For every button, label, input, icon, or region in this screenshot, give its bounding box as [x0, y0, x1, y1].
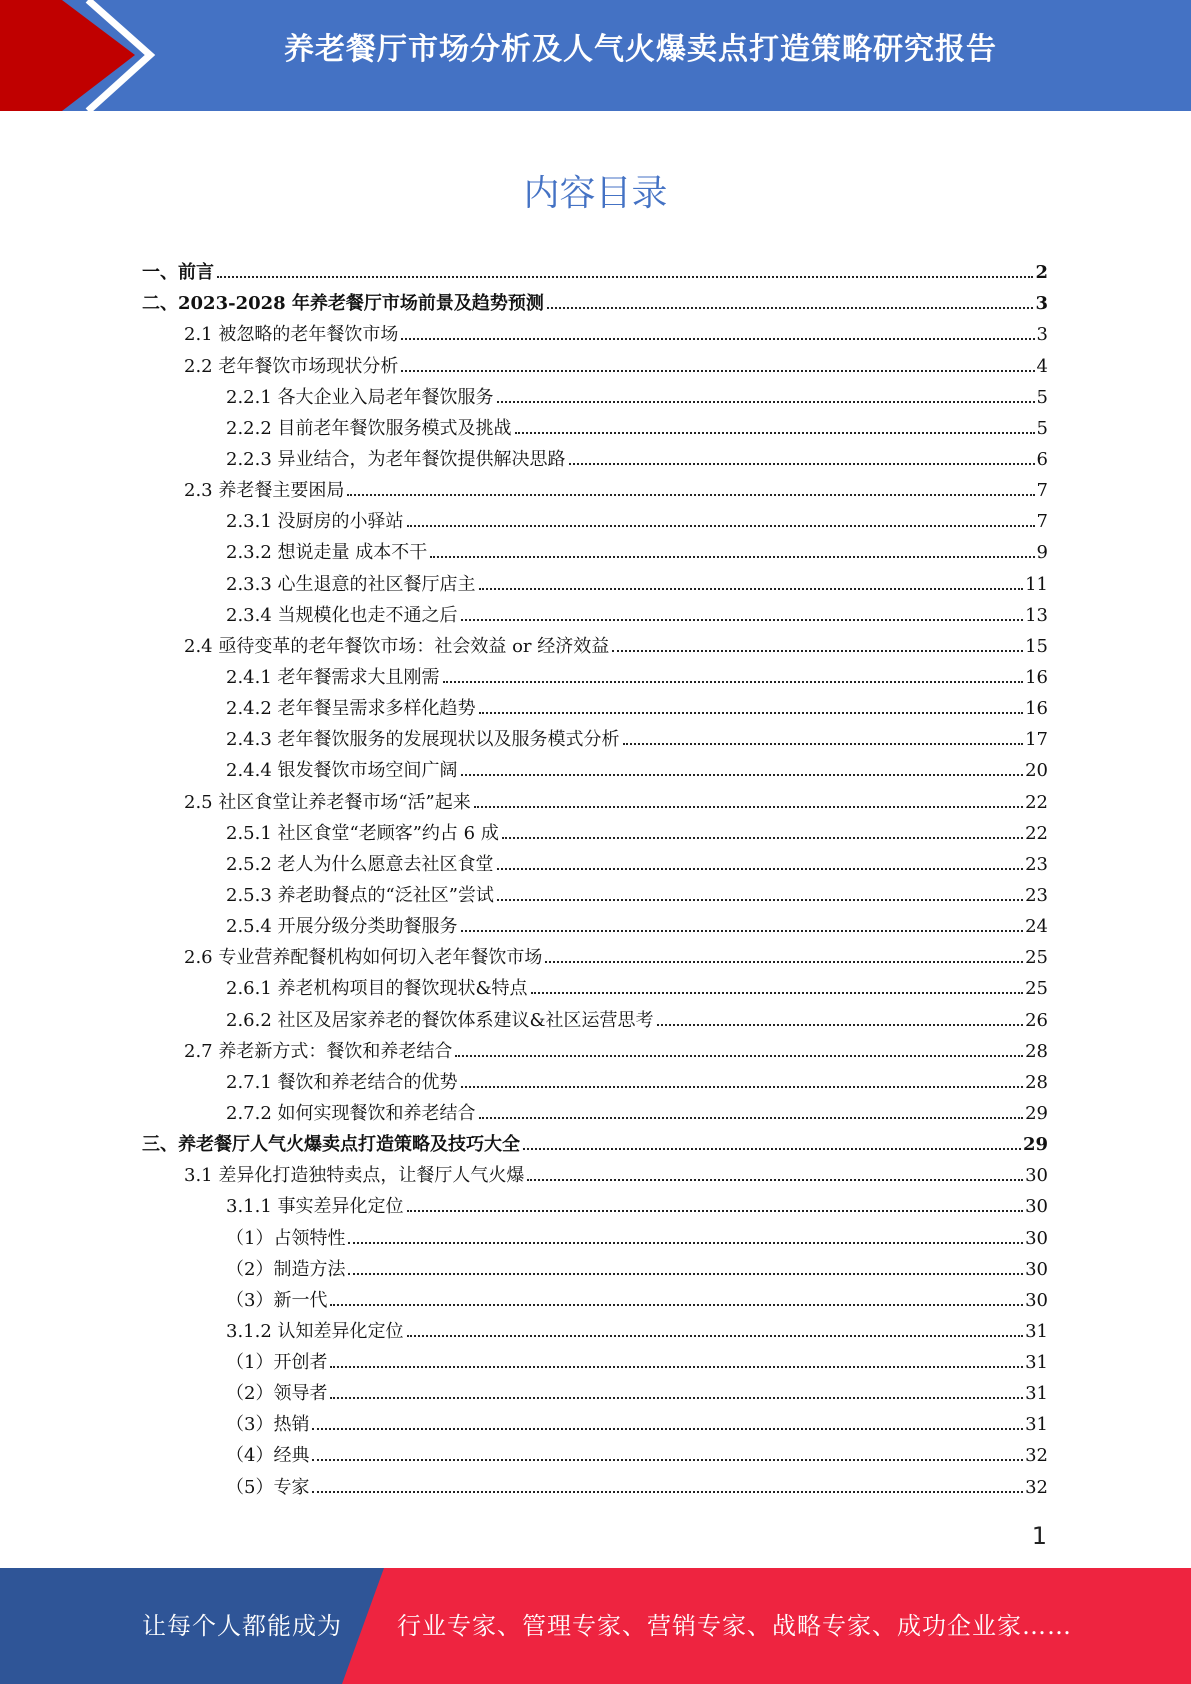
- toc-entry[interactable]: [142, 346, 1048, 377]
- toc-dot-leader: [348, 1242, 1023, 1244]
- toc-dot-leader: [461, 774, 1024, 776]
- toc-dot-leader: [531, 992, 1024, 994]
- toc-entry[interactable]: [142, 1250, 1048, 1281]
- toc-entry-page: 30: [1025, 1289, 1048, 1311]
- toc-dot-leader: [612, 650, 1023, 652]
- toc-entry-label: 2.7 养老新方式：餐饮和养老结合: [184, 1040, 453, 1062]
- toc-dot-leader: [401, 370, 1034, 372]
- toc-entry-page: 23: [1025, 853, 1048, 875]
- toc-entry-label: 2.3 养老餐主要困局: [184, 480, 345, 502]
- header-title: 养老餐厅市场分析及人气火爆卖点打造策略研究报告: [284, 32, 997, 67]
- toc-entry-label: （5）专家: [226, 1476, 310, 1498]
- toc-entry[interactable]: [142, 1281, 1048, 1312]
- toc-entry-label: 2.2.1 各大企业入局老年餐饮服务: [226, 386, 494, 408]
- toc-entry-page: 31: [1025, 1320, 1048, 1342]
- toc-dot-leader: [474, 806, 1023, 808]
- toc-entry[interactable]: [142, 471, 1048, 502]
- toc-entry-page: 30: [1025, 1227, 1048, 1249]
- toc-entry-page: 29: [1025, 1102, 1048, 1124]
- toc-entry-page: 4: [1036, 355, 1048, 377]
- toc-entry[interactable]: [142, 627, 1048, 658]
- toc-entry-page: 31: [1025, 1383, 1048, 1405]
- toc-dot-leader: [330, 1366, 1023, 1368]
- toc-entry-page: 7: [1036, 480, 1048, 502]
- toc-entry-page: 32: [1025, 1476, 1048, 1498]
- toc-dot-leader: [623, 743, 1024, 745]
- toc-entry[interactable]: [142, 782, 1048, 813]
- toc-dot-leader: [547, 307, 1034, 309]
- toc-entry-label: 2.6.2 社区及居家养老的餐饮体系建议&社区运营思考: [226, 1009, 654, 1031]
- toc-entry-page: 5: [1036, 417, 1048, 439]
- toc-entry-page: 15: [1025, 635, 1048, 657]
- table-of-contents: [142, 253, 1048, 1499]
- toc-entry[interactable]: [142, 284, 1048, 315]
- toc-entry-page: 30: [1025, 1165, 1048, 1187]
- toc-entry[interactable]: [142, 1125, 1048, 1156]
- toc-entry-label: 2.4.3 老年餐饮服务的发展现状以及服务模式分析: [226, 729, 620, 751]
- toc-entry[interactable]: [142, 378, 1048, 409]
- toc-entry-label: 一、前言: [142, 262, 214, 284]
- toc-dot-leader: [455, 1055, 1023, 1057]
- toc-entry-page: 25: [1025, 978, 1048, 1000]
- toc-dot-leader: [312, 1428, 1023, 1430]
- toc-entry-page: 30: [1025, 1258, 1048, 1280]
- toc-entry[interactable]: [142, 938, 1048, 969]
- toc-entry[interactable]: [142, 409, 1048, 440]
- toc-entry-label: 2.5.2 老人为什么愿意去社区食堂: [226, 853, 494, 875]
- toc-entry-label: 2.4.2 老年餐呈需求多样化趋势: [226, 698, 476, 720]
- toc-entry-label: （2）制造方法: [226, 1258, 346, 1280]
- toc-entry[interactable]: [142, 689, 1048, 720]
- toc-entry[interactable]: [142, 1032, 1048, 1063]
- toc-entry[interactable]: [142, 907, 1048, 938]
- toc-dot-leader: [569, 463, 1035, 465]
- toc-entry-label: 2.4.4 银发餐饮市场空间广阔: [226, 760, 458, 782]
- toc-entry-label: 2.5.4 开展分级分类助餐服务: [226, 916, 458, 938]
- toc-dot-leader: [347, 494, 1034, 496]
- toc-dot-leader: [407, 525, 1035, 527]
- toc-entry-label: 2.3.3 心生退意的社区餐厅店主: [226, 573, 476, 595]
- toc-entry[interactable]: [142, 876, 1048, 907]
- toc-entry-page: 24: [1025, 916, 1048, 938]
- toc-dot-leader: [497, 401, 1035, 403]
- toc-entry-page: 28: [1025, 1071, 1048, 1093]
- toc-entry[interactable]: [142, 533, 1048, 564]
- toc-entry-page: 13: [1025, 604, 1048, 626]
- toc-entry[interactable]: [142, 1436, 1048, 1467]
- toc-dot-leader: [497, 899, 1023, 901]
- toc-entry-label: （1）占领特性: [226, 1227, 346, 1249]
- page-number: 1: [1031, 1522, 1047, 1550]
- toc-entry[interactable]: [142, 845, 1048, 876]
- toc-entry[interactable]: [142, 658, 1048, 689]
- toc-dot-leader: [502, 837, 1023, 839]
- toc-dot-leader: [330, 1397, 1023, 1399]
- toc-entry-page: 11: [1025, 573, 1048, 595]
- toc-entry-page: 7: [1036, 511, 1048, 533]
- toc-dot-leader: [461, 619, 1024, 621]
- toc-entry-page: 2: [1035, 262, 1048, 284]
- toc-entry-label: 2.4 亟待变革的老年餐饮市场：社会效益 or 经济效益: [184, 635, 610, 657]
- toc-dot-leader: [461, 1086, 1024, 1088]
- toc-entry[interactable]: [142, 1312, 1048, 1343]
- toc-dot-leader: [527, 1179, 1023, 1181]
- toc-entry[interactable]: [142, 969, 1048, 1000]
- header-red-chevron: [0, 0, 135, 111]
- toc-entry-page: 17: [1025, 729, 1048, 751]
- toc-entry-label: 2.2.3 异业结合，为老年餐饮提供解决思路: [226, 448, 566, 470]
- toc-dot-leader: [657, 1024, 1024, 1026]
- toc-dot-leader: [461, 930, 1024, 932]
- toc-entry-page: 30: [1025, 1196, 1048, 1218]
- toc-entry[interactable]: [142, 253, 1048, 284]
- toc-entry-label: 2.2.2 目前老年餐饮服务模式及挑战: [226, 417, 512, 439]
- toc-dot-leader: [330, 1304, 1023, 1306]
- toc-entry-label: 2.6.1 养老机构项目的餐饮现状&特点: [226, 978, 528, 1000]
- toc-entry-label: 2.5.1 社区食堂“老顾客”约占 6 成: [226, 822, 499, 844]
- toc-entry-label: 3.1.2 认知差异化定位: [226, 1320, 404, 1342]
- footer-slogan-left: 让每个人都能成为: [142, 1612, 342, 1640]
- toc-entry[interactable]: [142, 564, 1048, 595]
- toc-dot-leader: [401, 338, 1034, 340]
- toc-entry[interactable]: [142, 440, 1048, 471]
- toc-entry-page: 16: [1025, 698, 1048, 720]
- toc-entry[interactable]: [142, 751, 1048, 782]
- toc-entry-page: 23: [1025, 884, 1048, 906]
- toc-entry-page: 22: [1025, 791, 1048, 813]
- toc-entry-label: 2.6 专业营养配餐机构如何切入老年餐饮市场: [184, 947, 543, 969]
- toc-title: 内容目录: [523, 173, 668, 214]
- toc-dot-leader: [312, 1459, 1023, 1461]
- toc-entry-page: 3: [1036, 324, 1048, 346]
- toc-entry-label: 2.5 社区食堂让养老餐市场“活”起来: [184, 791, 471, 813]
- toc-dot-leader: [312, 1491, 1023, 1493]
- toc-entry-label: 2.7.1 餐饮和养老结合的优势: [226, 1071, 458, 1093]
- toc-dot-leader: [217, 276, 1033, 278]
- toc-entry[interactable]: [142, 1374, 1048, 1405]
- toc-entry-label: 2.3.1 没厨房的小驿站: [226, 511, 404, 533]
- toc-entry[interactable]: [142, 814, 1048, 845]
- toc-dot-leader: [407, 1210, 1024, 1212]
- toc-entry[interactable]: [142, 1405, 1048, 1436]
- toc-dot-leader: [407, 1335, 1024, 1337]
- toc-entry-label: 3.1 差异化打造独特卖点，让餐厅人气火爆: [184, 1165, 525, 1187]
- toc-dot-leader: [443, 681, 1024, 683]
- toc-entry-page: 16: [1025, 666, 1048, 688]
- toc-dot-leader: [515, 432, 1035, 434]
- footer-slogan-right: 行业专家、管理专家、营销专家、战略专家、成功企业家……: [397, 1612, 1072, 1640]
- toc-entry-label: 2.4.1 老年餐需求大且刚需: [226, 666, 440, 688]
- toc-dot-leader: [523, 1148, 1021, 1150]
- toc-dot-leader: [479, 588, 1024, 590]
- toc-entry-page: 5: [1036, 386, 1048, 408]
- toc-entry-label: 2.7.2 如何实现餐饮和养老结合: [226, 1102, 476, 1124]
- toc-entry[interactable]: [142, 1063, 1048, 1094]
- toc-dot-leader: [479, 712, 1024, 714]
- toc-entry[interactable]: [142, 1000, 1048, 1031]
- toc-dot-leader: [497, 868, 1024, 870]
- toc-dot-leader: [545, 961, 1023, 963]
- page-header: [0, 0, 1191, 111]
- toc-entry[interactable]: [142, 1156, 1048, 1187]
- toc-entry-page: 32: [1025, 1445, 1048, 1467]
- toc-entry-label: 2.3.4 当规模化也走不通之后: [226, 604, 458, 626]
- toc-entry-page: 25: [1025, 947, 1048, 969]
- toc-entry-label: （2）领导者: [226, 1383, 328, 1405]
- toc-entry-label: 三、养老餐厅人气火爆卖点打造策略及技巧大全: [142, 1134, 520, 1156]
- page-footer: [0, 1568, 1191, 1684]
- toc-entry-page: 28: [1025, 1040, 1048, 1062]
- toc-dot-leader: [479, 1117, 1024, 1119]
- toc-entry-page: 26: [1025, 1009, 1048, 1031]
- toc-entry-label: 2.1 被忽略的老年餐饮市场: [184, 324, 399, 346]
- toc-entry[interactable]: [142, 1218, 1048, 1249]
- toc-entry-label: 2.5.3 养老助餐点的“泛社区”尝试: [226, 884, 494, 906]
- toc-entry-page: 3: [1035, 293, 1048, 315]
- toc-entry-label: 2.2 老年餐饮市场现状分析: [184, 355, 399, 377]
- toc-entry-page: 22: [1025, 822, 1048, 844]
- toc-entry[interactable]: [142, 315, 1048, 346]
- toc-entry[interactable]: [142, 1343, 1048, 1374]
- toc-entry-label: （1）开创者: [226, 1352, 328, 1374]
- toc-entry[interactable]: [142, 720, 1048, 751]
- toc-entry[interactable]: [142, 1467, 1048, 1498]
- toc-entry-page: 9: [1036, 542, 1048, 564]
- toc-entry[interactable]: [142, 1187, 1048, 1218]
- toc-entry-label: 二、2023-2028 年养老餐厅市场前景及趋势预测: [142, 293, 544, 315]
- toc-entry-page: 20: [1025, 760, 1048, 782]
- toc-entry-page: 6: [1036, 448, 1048, 470]
- toc-entry[interactable]: [142, 502, 1048, 533]
- toc-dot-leader: [430, 556, 1034, 558]
- toc-entry[interactable]: [142, 1094, 1048, 1125]
- toc-entry-label: （3）新一代: [226, 1289, 328, 1311]
- toc-dot-leader: [348, 1273, 1023, 1275]
- toc-entry-label: 3.1.1 事实差异化定位: [226, 1196, 404, 1218]
- toc-entry-label: （3）热销: [226, 1414, 310, 1436]
- toc-entry-page: 29: [1022, 1134, 1048, 1156]
- toc-entry-page: 31: [1025, 1352, 1048, 1374]
- toc-entry-page: 31: [1025, 1414, 1048, 1436]
- toc-entry-label: 2.3.2 想说走量 成本不干: [226, 542, 428, 564]
- toc-entry-label: （4）经典: [226, 1445, 310, 1467]
- toc-entry[interactable]: [142, 596, 1048, 627]
